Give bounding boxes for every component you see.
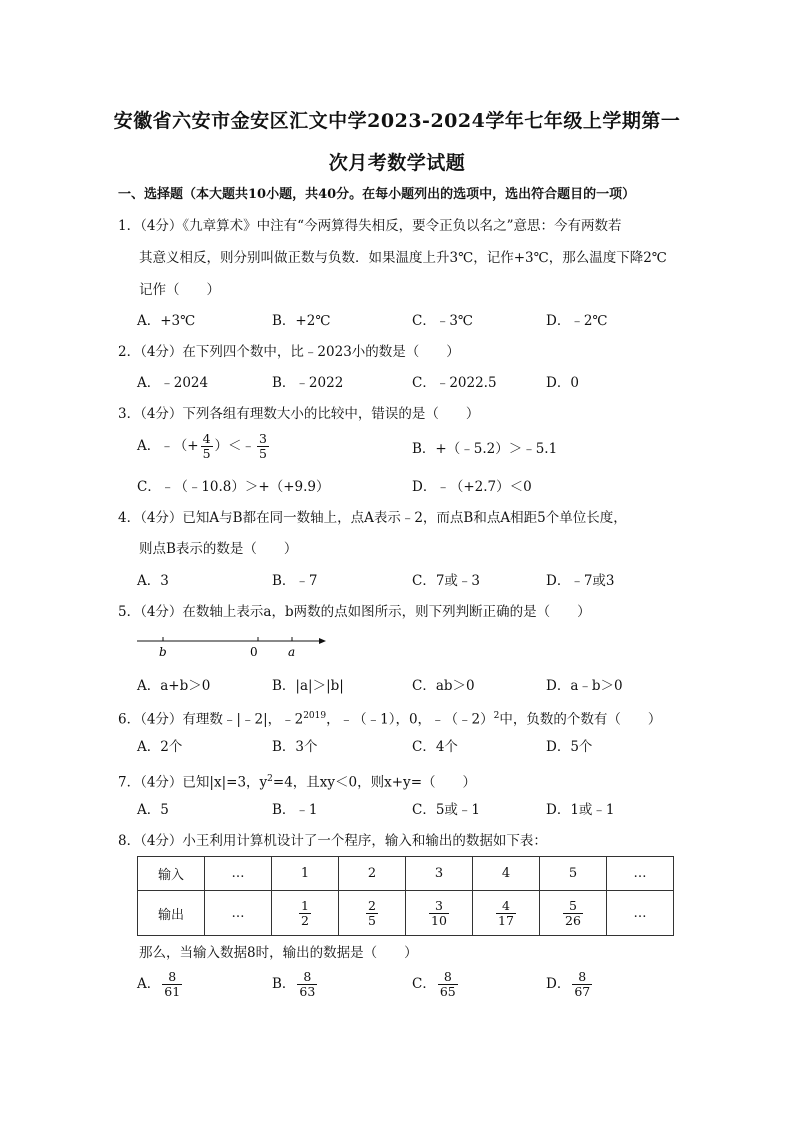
numerator: 4 bbox=[496, 899, 516, 914]
denominator: 5 bbox=[202, 446, 211, 461]
numerator: 8 bbox=[438, 970, 458, 985]
q5-option-b: B．|a|＞|b| bbox=[272, 678, 344, 694]
fraction bbox=[162, 970, 182, 999]
q2-option-c: C．﹣2022.5 bbox=[412, 375, 497, 391]
q7-exp: 2 bbox=[267, 774, 273, 784]
fraction bbox=[438, 970, 458, 999]
denominator: 5 bbox=[368, 912, 376, 928]
q6-option-a: A．2个 bbox=[137, 739, 183, 755]
q2-stem: 2．（4分）在下列四个数中，比﹣2023小的数是（ ） bbox=[118, 344, 460, 360]
table-cell-ellipsis: … bbox=[607, 857, 674, 891]
q2-option-a: A．﹣2024 bbox=[137, 375, 209, 391]
q7-stem-pre: 7．（4分）已知|x|=3，y bbox=[118, 774, 268, 791]
table-cell-ellipsis: … bbox=[205, 891, 272, 936]
q1-line2: 其意义相反，则分别叫做正数与负数．如果温度上升3℃，记作+3℃，那么温度下降2℃ bbox=[139, 250, 667, 266]
q3-option-a bbox=[137, 432, 271, 461]
output-cell bbox=[540, 891, 607, 936]
section-header: 一、选择题（本大题共10小题，共40分。在每小题列出的选项中，选出符合题目的一项） bbox=[118, 187, 636, 202]
denominator: 67 bbox=[574, 984, 591, 999]
denominator: 10 bbox=[431, 912, 447, 928]
q7-stem-post: =4，且xy＜0，则x+y=（ ） bbox=[272, 774, 476, 791]
q6-stem-pre: 6．（4分）有理数﹣|﹣2|，﹣2 bbox=[118, 711, 304, 728]
numerator: 8 bbox=[297, 970, 317, 985]
fraction bbox=[297, 970, 317, 999]
output-cell bbox=[339, 891, 406, 936]
q8-option-c bbox=[412, 970, 460, 999]
option-label: B． bbox=[272, 976, 296, 992]
q8-stem: 8．（4分）小王利用计算机设计了一个程序，输入和输出的数据如下表： bbox=[118, 833, 547, 849]
q6-stem-mid: ，﹣（﹣1），0，﹣（﹣2） bbox=[326, 711, 494, 728]
denominator: 17 bbox=[498, 912, 514, 928]
q7-stem bbox=[118, 770, 476, 792]
q5-option-d: D．a﹣b＞0 bbox=[546, 678, 623, 694]
denominator: 63 bbox=[299, 984, 316, 999]
fraction bbox=[257, 432, 269, 461]
denominator: 61 bbox=[164, 984, 181, 999]
numerator: 3 bbox=[429, 899, 449, 914]
q6-exp2: 2 bbox=[493, 711, 500, 721]
numerator: 2 bbox=[368, 897, 376, 913]
numerator: 5 bbox=[563, 899, 583, 914]
q2-option-d: D．0 bbox=[546, 375, 579, 391]
q8-option-a bbox=[137, 970, 184, 999]
numerator: 4 bbox=[202, 431, 211, 446]
denominator: 26 bbox=[565, 912, 581, 928]
q5-stem: 5．（4分）在数轴上表示a，b两数的点如图所示，则下列判断正确的是（ ） bbox=[118, 604, 591, 620]
numerator: 3 bbox=[259, 431, 267, 446]
label-a: a bbox=[288, 645, 296, 657]
input-cell: 4 bbox=[473, 857, 540, 891]
q8-option-d bbox=[546, 970, 594, 999]
option-label: D． bbox=[546, 976, 571, 992]
denominator: 2 bbox=[301, 912, 309, 928]
q4-option-c: C．7或﹣3 bbox=[412, 573, 481, 589]
q3-a-mid: ）＜﹣ bbox=[214, 438, 256, 454]
q6-option-c: C．4个 bbox=[412, 739, 458, 755]
page-title-line1: 安徽省六安市金安区汇文中学2023-2024学年七年级上学期第一 bbox=[113, 110, 681, 132]
label-b: b bbox=[159, 645, 167, 657]
q2-option-b: B．﹣2022 bbox=[272, 375, 344, 391]
q1-option-a: A．+3℃ bbox=[137, 313, 196, 329]
fraction bbox=[572, 970, 592, 999]
q4-option-b: B．﹣7 bbox=[272, 573, 318, 589]
axis-arrow bbox=[319, 638, 326, 644]
q7-option-a: A．5 bbox=[137, 802, 169, 818]
table-row-output bbox=[138, 891, 674, 936]
q7-option-b: B．﹣1 bbox=[272, 802, 318, 818]
q6-stem-post: 中，负数的个数有（ ） bbox=[499, 711, 662, 728]
fraction bbox=[496, 899, 516, 928]
option-label: C． bbox=[412, 976, 436, 992]
input-cell: 2 bbox=[339, 857, 406, 891]
q1-line1: 1．（4分）《九章算术》中注有“今两算得失相反，要令正负以名之”意思：今有两数若 bbox=[118, 218, 622, 234]
output-label: 输出 bbox=[138, 891, 205, 936]
q3-stem: 3．（4分）下列各组有理数大小的比较中，错误的是（ ） bbox=[118, 406, 480, 422]
q7-option-c: C．5或﹣1 bbox=[412, 802, 481, 818]
q1-option-d: D．﹣2℃ bbox=[546, 313, 608, 329]
q5-option-a: A．a+b＞0 bbox=[137, 678, 211, 694]
q5-option-c: C．ab＞0 bbox=[412, 678, 475, 694]
q6-option-d: D．5个 bbox=[546, 739, 593, 755]
option-label: A． bbox=[137, 976, 161, 992]
q3-a-prefix: A．﹣（+ bbox=[137, 438, 199, 454]
table-row-input bbox=[138, 857, 674, 891]
page-title-line2: 次月考数学试题 bbox=[328, 152, 466, 174]
fraction bbox=[563, 899, 583, 928]
q3-option-d: D．﹣（+2.7）＜0 bbox=[412, 479, 532, 495]
output-cell bbox=[473, 891, 540, 936]
table-cell-ellipsis: … bbox=[607, 891, 674, 936]
output-cell bbox=[406, 891, 473, 936]
q6-stem bbox=[118, 707, 661, 729]
q3-option-c: C．﹣（﹣10.8）＞+（+9.9） bbox=[137, 479, 330, 495]
q1-line3: 记作（ ） bbox=[139, 282, 220, 298]
label-0: 0 bbox=[250, 645, 258, 657]
input-cell: 3 bbox=[406, 857, 473, 891]
q8-option-b bbox=[272, 970, 319, 999]
io-table bbox=[137, 856, 674, 936]
q7-option-d: D．1或﹣1 bbox=[546, 802, 615, 818]
input-cell: 1 bbox=[272, 857, 339, 891]
numerator: 1 bbox=[301, 897, 309, 913]
q1-option-c: C．﹣3℃ bbox=[412, 313, 474, 329]
output-cell bbox=[272, 891, 339, 936]
input-cell: 5 bbox=[540, 857, 607, 891]
input-label: 输入 bbox=[138, 857, 205, 891]
numerator: 8 bbox=[572, 970, 592, 985]
table-cell-ellipsis: … bbox=[205, 857, 272, 891]
fraction bbox=[366, 899, 378, 928]
fraction bbox=[201, 432, 213, 461]
q4-option-d: D．﹣7或3 bbox=[546, 573, 615, 589]
q4-option-a: A．3 bbox=[137, 573, 169, 589]
numerator: 8 bbox=[162, 970, 182, 985]
fraction bbox=[429, 899, 449, 928]
q1-option-b: B．+2℃ bbox=[272, 313, 331, 329]
q8-after-text: 那么，当输入数据8时，输出的数据是（ ） bbox=[139, 945, 418, 961]
fraction bbox=[299, 899, 311, 928]
denominator: 65 bbox=[439, 984, 456, 999]
q4-line1: 4．（4分）已知A与B都在同一数轴上，点A表示﹣2，而点B和点A相距5个单位长度， bbox=[118, 510, 627, 526]
q4-line2: 则点B表示的数是（ ） bbox=[139, 541, 298, 557]
number-line-figure bbox=[137, 633, 327, 657]
denominator: 5 bbox=[259, 446, 267, 461]
q3-option-b: B．+（﹣5.2）＞﹣5.1 bbox=[412, 441, 558, 457]
q6-exp1: 2019 bbox=[303, 711, 327, 721]
q6-option-b: B．3个 bbox=[272, 739, 318, 755]
